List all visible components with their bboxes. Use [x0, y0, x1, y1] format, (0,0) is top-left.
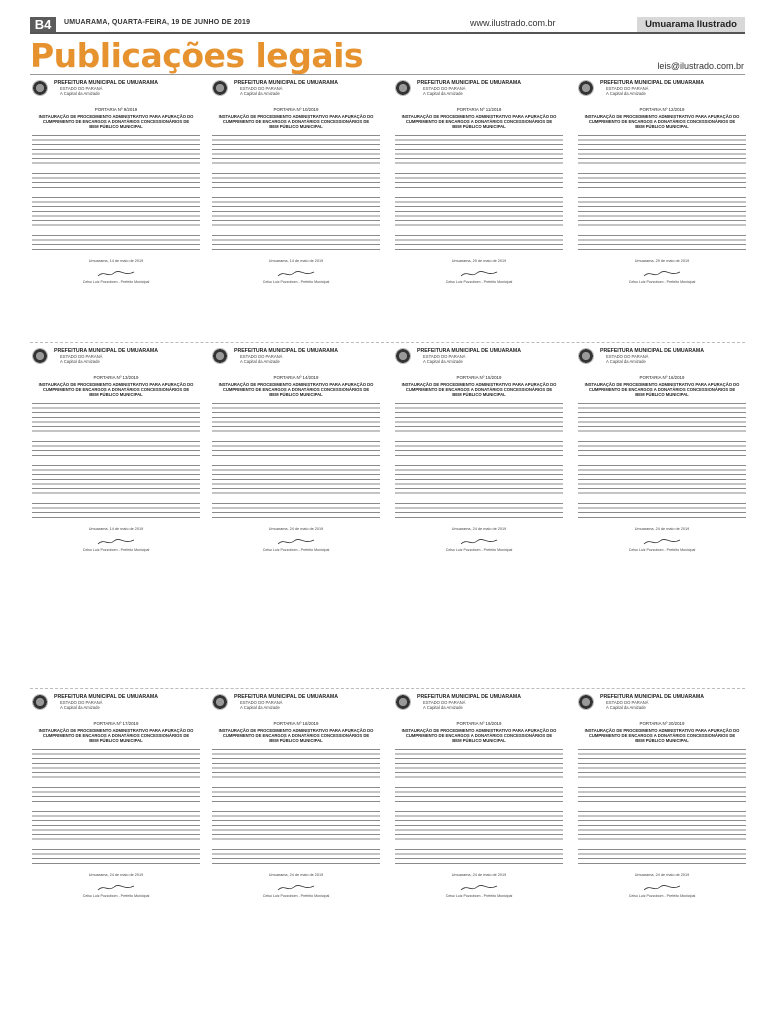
notice-header	[395, 348, 563, 372]
signature-block	[578, 883, 746, 901]
notice-state: ESTADO DO PARANÁ	[60, 354, 103, 359]
page-number: B4	[30, 17, 56, 32]
notice-heading: INSTAURAÇÃO DE PROCEDIMENTO ADMINISTRATIVO PARA APURAÇÃO DO CUMPRIMENTO DE ENCARGOS A DONATÁRIOS CONCESSIONÁRIOS DE BEM PÚBLICO MUNICIPAL	[401, 382, 557, 397]
signature-block	[32, 269, 200, 287]
notice-text-block	[578, 501, 746, 521]
notice-text-block	[578, 785, 746, 805]
notice-place-date: Umuarama, 24 de maio de 2019	[634, 527, 690, 531]
notice-portaria: PORTARIA Nº 19/2019	[456, 721, 502, 726]
notice-portaria: PORTARIA Nº 15/2019	[456, 375, 502, 380]
notice-text-block	[395, 463, 563, 497]
notice-text-block	[212, 171, 380, 191]
notice-text-block	[395, 171, 563, 191]
dateline: UMUARAMA, QUARTA-FEIRA, 19 DE JUNHO DE 2019	[64, 19, 251, 26]
notice-text-block	[395, 401, 563, 435]
notice-text-block	[578, 747, 746, 781]
notice-text-block	[395, 747, 563, 781]
notice-text-block	[32, 463, 200, 497]
notice-issuer: PREFEITURA MUNICIPAL DE UMUARAMA	[417, 348, 521, 354]
legal-notice	[32, 80, 200, 338]
notice-heading: INSTAURAÇÃO DE PROCEDIMENTO ADMINISTRATIVO PARA APURAÇÃO DO CUMPRIMENTO DE ENCARGOS A DONATÁRIOS CONCESSIONÁRIOS DE BEM PÚBLICO MUNICIPAL	[584, 114, 740, 129]
notice-place-date: Umuarama, 24 de maio de 2019	[451, 527, 507, 531]
notice-text-block	[395, 809, 563, 843]
notice-text-block	[212, 809, 380, 843]
notice-text-block	[32, 195, 200, 229]
notice-body	[32, 133, 200, 253]
legal-notice	[578, 80, 746, 338]
notice-text-block	[578, 171, 746, 191]
municipal-crest-icon	[212, 80, 228, 96]
legal-notice	[212, 694, 380, 1016]
notice-text-block	[32, 809, 200, 843]
signature-block	[578, 269, 746, 287]
notice-motto: A Capital da Amizade	[240, 705, 280, 710]
notice-motto: A Capital da Amizade	[423, 91, 463, 96]
notice-text-block	[578, 847, 746, 867]
notice-state: ESTADO DO PARANÁ	[60, 700, 103, 705]
notice-place-date: Umuarama, 24 de maio de 2019	[634, 873, 690, 877]
notice-text-block	[32, 233, 200, 253]
notice-text-block	[32, 439, 200, 459]
notice-text-block	[32, 747, 200, 781]
municipal-crest-icon	[578, 348, 594, 364]
notice-issuer: PREFEITURA MUNICIPAL DE UMUARAMA	[234, 80, 338, 86]
notice-issuer: PREFEITURA MUNICIPAL DE UMUARAMA	[234, 348, 338, 354]
notice-header	[395, 694, 563, 718]
legal-notice	[212, 80, 380, 338]
notice-motto: A Capital da Amizade	[60, 91, 100, 96]
notice-portaria: PORTARIA Nº 14/2019	[273, 375, 319, 380]
notice-body	[578, 747, 746, 867]
notice-issuer: PREFEITURA MUNICIPAL DE UMUARAMA	[417, 80, 521, 86]
signer-name: Celso Luiz Pozzobom - Prefeito Municipal	[262, 548, 330, 552]
legal-notice	[212, 348, 380, 682]
notice-body	[32, 401, 200, 521]
municipal-crest-icon	[578, 694, 594, 710]
notice-header	[578, 694, 746, 718]
notice-motto: A Capital da Amizade	[606, 359, 646, 364]
row-divider	[30, 342, 745, 343]
row-divider	[30, 688, 745, 689]
notice-body	[212, 747, 380, 867]
municipal-crest-icon	[395, 348, 411, 364]
signature-icon	[96, 269, 136, 279]
notice-place-date: Umuarama, 24 de maio de 2019	[268, 873, 324, 877]
notice-body	[578, 401, 746, 521]
contact-email[interactable]: leis@ilustrado.com.br	[657, 61, 744, 71]
municipal-crest-icon	[32, 694, 48, 710]
title-divider	[30, 74, 745, 75]
notice-portaria: PORTARIA Nº 10/2019	[273, 107, 319, 112]
signature-block	[32, 883, 200, 901]
notice-portaria: PORTARIA Nº 11/2019	[456, 107, 502, 112]
notice-text-block	[32, 401, 200, 435]
signer-name: Celso Luiz Pozzobom - Prefeito Municipal	[445, 548, 513, 552]
signer-name: Celso Luiz Pozzobom - Prefeito Municipal	[82, 548, 150, 552]
notice-text-block	[32, 785, 200, 805]
notice-text-block	[32, 501, 200, 521]
signer-name: Celso Luiz Pozzobom - Prefeito Municipal	[82, 894, 150, 898]
legal-notice	[395, 80, 563, 338]
notice-text-block	[578, 463, 746, 497]
notice-body	[578, 133, 746, 253]
notice-state: ESTADO DO PARANÁ	[240, 86, 283, 91]
signer-name: Celso Luiz Pozzobom - Prefeito Municipal	[628, 894, 696, 898]
legal-notice	[578, 348, 746, 682]
notice-body	[395, 133, 563, 253]
notice-state: ESTADO DO PARANÁ	[60, 86, 103, 91]
notice-place-date: Umuarama, 14 de maio de 2019	[88, 259, 144, 263]
signature-block	[578, 537, 746, 555]
signer-name: Celso Luiz Pozzobom - Prefeito Municipal	[262, 280, 330, 284]
municipal-crest-icon	[395, 694, 411, 710]
notice-heading: INSTAURAÇÃO DE PROCEDIMENTO ADMINISTRATIVO PARA APURAÇÃO DO CUMPRIMENTO DE ENCARGOS A DONATÁRIOS CONCESSIONÁRIOS DE BEM PÚBLICO MUNICIPAL	[38, 114, 194, 129]
notice-text-block	[578, 133, 746, 167]
notice-place-date: Umuarama, 24 de maio de 2019	[451, 873, 507, 877]
signature-icon	[459, 537, 499, 547]
notice-heading: INSTAURAÇÃO DE PROCEDIMENTO ADMINISTRATIVO PARA APURAÇÃO DO CUMPRIMENTO DE ENCARGOS A DONATÁRIOS CONCESSIONÁRIOS DE BEM PÚBLICO MUNICIPAL	[584, 728, 740, 743]
signature-block	[395, 537, 563, 555]
notice-state: ESTADO DO PARANÁ	[606, 700, 649, 705]
notice-text-block	[32, 133, 200, 167]
notice-place-date: Umuarama, 24 de maio de 2019	[268, 527, 324, 531]
notice-text-block	[212, 439, 380, 459]
legal-notice	[32, 348, 200, 682]
notice-heading: INSTAURAÇÃO DE PROCEDIMENTO ADMINISTRATIVO PARA APURAÇÃO DO CUMPRIMENTO DE ENCARGOS A DONATÁRIOS CONCESSIONÁRIOS DE BEM PÚBLICO MUNICIPAL	[38, 382, 194, 397]
notice-motto: A Capital da Amizade	[606, 91, 646, 96]
notice-text-block	[212, 195, 380, 229]
legal-notice	[395, 348, 563, 682]
notice-header	[32, 694, 200, 718]
notice-place-date: Umuarama, 24 de maio de 2019	[88, 873, 144, 877]
municipal-crest-icon	[32, 80, 48, 96]
notice-portaria: PORTARIA Nº 13/2019	[93, 375, 139, 380]
notice-text-block	[578, 439, 746, 459]
signature-block	[32, 537, 200, 555]
notice-header	[32, 348, 200, 372]
notice-text-block	[395, 133, 563, 167]
notice-state: ESTADO DO PARANÁ	[240, 700, 283, 705]
notice-body	[32, 747, 200, 867]
notice-issuer: PREFEITURA MUNICIPAL DE UMUARAMA	[600, 694, 704, 700]
signature-icon	[96, 883, 136, 893]
notice-header	[212, 348, 380, 372]
notice-heading: INSTAURAÇÃO DE PROCEDIMENTO ADMINISTRATIVO PARA APURAÇÃO DO CUMPRIMENTO DE ENCARGOS A DONATÁRIOS CONCESSIONÁRIOS DE BEM PÚBLICO MUNICIPAL	[401, 114, 557, 129]
notice-state: ESTADO DO PARANÁ	[423, 354, 466, 359]
signature-block	[395, 269, 563, 287]
signature-icon	[642, 537, 682, 547]
notice-text-block	[212, 847, 380, 867]
notice-place-date: Umuarama, 29 de maio de 2019	[634, 259, 690, 263]
notice-place-date: Umuarama, 14 de maio de 2019	[88, 527, 144, 531]
notice-header	[212, 694, 380, 718]
notice-heading: INSTAURAÇÃO DE PROCEDIMENTO ADMINISTRATIVO PARA APURAÇÃO DO CUMPRIMENTO DE ENCARGOS A DONATÁRIOS CONCESSIONÁRIOS DE BEM PÚBLICO MUNICIPAL	[218, 382, 374, 397]
notice-header	[578, 80, 746, 104]
notice-text-block	[395, 233, 563, 253]
site-url[interactable]: www.ilustrado.com.br	[470, 18, 556, 28]
notice-issuer: PREFEITURA MUNICIPAL DE UMUARAMA	[600, 348, 704, 354]
signer-name: Celso Luiz Pozzobom - Prefeito Municipal	[628, 280, 696, 284]
signer-name: Celso Luiz Pozzobom - Prefeito Municipal	[628, 548, 696, 552]
signer-name: Celso Luiz Pozzobom - Prefeito Municipal	[445, 280, 513, 284]
notice-body	[395, 401, 563, 521]
notice-body	[212, 401, 380, 521]
notice-text-block	[212, 401, 380, 435]
municipal-crest-icon	[578, 80, 594, 96]
notice-issuer: PREFEITURA MUNICIPAL DE UMUARAMA	[234, 694, 338, 700]
notice-body	[212, 133, 380, 253]
notice-portaria: PORTARIA Nº 16/2019	[639, 375, 685, 380]
signature-icon	[276, 537, 316, 547]
municipal-crest-icon	[212, 694, 228, 710]
signature-block	[212, 883, 380, 901]
municipal-crest-icon	[212, 348, 228, 364]
notice-portaria: PORTARIA Nº 12/2019	[639, 107, 685, 112]
notice-text-block	[395, 195, 563, 229]
signature-icon	[459, 883, 499, 893]
notice-text-block	[212, 785, 380, 805]
notice-portaria: PORTARIA Nº 18/2019	[273, 721, 319, 726]
notice-text-block	[578, 195, 746, 229]
notice-text-block	[212, 233, 380, 253]
notice-heading: INSTAURAÇÃO DE PROCEDIMENTO ADMINISTRATIVO PARA APURAÇÃO DO CUMPRIMENTO DE ENCARGOS A DONATÁRIOS CONCESSIONÁRIOS DE BEM PÚBLICO MUNICIPAL	[584, 382, 740, 397]
signature-icon	[459, 269, 499, 279]
section-title: Publicações legais	[30, 36, 364, 75]
municipal-crest-icon	[32, 348, 48, 364]
signature-icon	[642, 269, 682, 279]
municipal-crest-icon	[395, 80, 411, 96]
notice-text-block	[578, 233, 746, 253]
notice-header	[212, 80, 380, 104]
legal-notice	[578, 694, 746, 1016]
notice-header	[578, 348, 746, 372]
notice-text-block	[212, 747, 380, 781]
notice-header	[395, 80, 563, 104]
notice-issuer: PREFEITURA MUNICIPAL DE UMUARAMA	[54, 80, 158, 86]
signature-block	[395, 883, 563, 901]
notice-portaria: PORTARIA Nº 20/2019	[639, 721, 685, 726]
notice-text-block	[395, 847, 563, 867]
notice-motto: A Capital da Amizade	[240, 91, 280, 96]
notice-motto: A Capital da Amizade	[240, 359, 280, 364]
signature-block	[212, 537, 380, 555]
signer-name: Celso Luiz Pozzobom - Prefeito Municipal	[262, 894, 330, 898]
signer-name: Celso Luiz Pozzobom - Prefeito Municipal	[445, 894, 513, 898]
notice-text-block	[32, 171, 200, 191]
notice-header	[32, 80, 200, 104]
notice-state: ESTADO DO PARANÁ	[240, 354, 283, 359]
signer-name: Celso Luiz Pozzobom - Prefeito Municipal	[82, 280, 150, 284]
notice-state: ESTADO DO PARANÁ	[606, 354, 649, 359]
notice-text-block	[395, 501, 563, 521]
notice-state: ESTADO DO PARANÁ	[423, 700, 466, 705]
notice-text-block	[32, 847, 200, 867]
notice-text-block	[212, 133, 380, 167]
notice-heading: INSTAURAÇÃO DE PROCEDIMENTO ADMINISTRATIVO PARA APURAÇÃO DO CUMPRIMENTO DE ENCARGOS A DONATÁRIOS CONCESSIONÁRIOS DE BEM PÚBLICO MUNICIPAL	[218, 114, 374, 129]
newspaper-name: Umuarama Ilustrado	[637, 17, 745, 32]
notice-text-block	[395, 785, 563, 805]
signature-icon	[276, 883, 316, 893]
notice-body	[395, 747, 563, 867]
notice-issuer: PREFEITURA MUNICIPAL DE UMUARAMA	[600, 80, 704, 86]
notice-issuer: PREFEITURA MUNICIPAL DE UMUARAMA	[54, 694, 158, 700]
notice-text-block	[578, 809, 746, 843]
notice-motto: A Capital da Amizade	[60, 705, 100, 710]
legal-notice	[32, 694, 200, 1016]
notice-motto: A Capital da Amizade	[606, 705, 646, 710]
notice-issuer: PREFEITURA MUNICIPAL DE UMUARAMA	[54, 348, 158, 354]
notice-heading: INSTAURAÇÃO DE PROCEDIMENTO ADMINISTRATIVO PARA APURAÇÃO DO CUMPRIMENTO DE ENCARGOS A DONATÁRIOS CONCESSIONÁRIOS DE BEM PÚBLICO MUNICIPAL	[218, 728, 374, 743]
notice-motto: A Capital da Amizade	[423, 359, 463, 364]
notice-text-block	[395, 439, 563, 459]
signature-icon	[642, 883, 682, 893]
notice-issuer: PREFEITURA MUNICIPAL DE UMUARAMA	[417, 694, 521, 700]
legal-notice	[395, 694, 563, 1016]
notice-portaria: PORTARIA Nº 9/2019	[94, 107, 138, 112]
notice-portaria: PORTARIA Nº 17/2019	[93, 721, 139, 726]
notice-state: ESTADO DO PARANÁ	[423, 86, 466, 91]
signature-icon	[96, 537, 136, 547]
signature-icon	[276, 269, 316, 279]
notice-place-date: Umuarama, 29 de maio de 2019	[451, 259, 507, 263]
page-header	[30, 17, 745, 34]
notice-state: ESTADO DO PARANÁ	[606, 86, 649, 91]
notice-heading: INSTAURAÇÃO DE PROCEDIMENTO ADMINISTRATIVO PARA APURAÇÃO DO CUMPRIMENTO DE ENCARGOS A DONATÁRIOS CONCESSIONÁRIOS DE BEM PÚBLICO MUNICIPAL	[38, 728, 194, 743]
signature-block	[212, 269, 380, 287]
notice-heading: INSTAURAÇÃO DE PROCEDIMENTO ADMINISTRATIVO PARA APURAÇÃO DO CUMPRIMENTO DE ENCARGOS A DONATÁRIOS CONCESSIONÁRIOS DE BEM PÚBLICO MUNICIPAL	[401, 728, 557, 743]
notice-motto: A Capital da Amizade	[60, 359, 100, 364]
notice-text-block	[212, 463, 380, 497]
notice-place-date: Umuarama, 14 de maio de 2019	[268, 259, 324, 263]
notice-text-block	[578, 401, 746, 435]
notice-text-block	[212, 501, 380, 521]
notice-motto: A Capital da Amizade	[423, 705, 463, 710]
